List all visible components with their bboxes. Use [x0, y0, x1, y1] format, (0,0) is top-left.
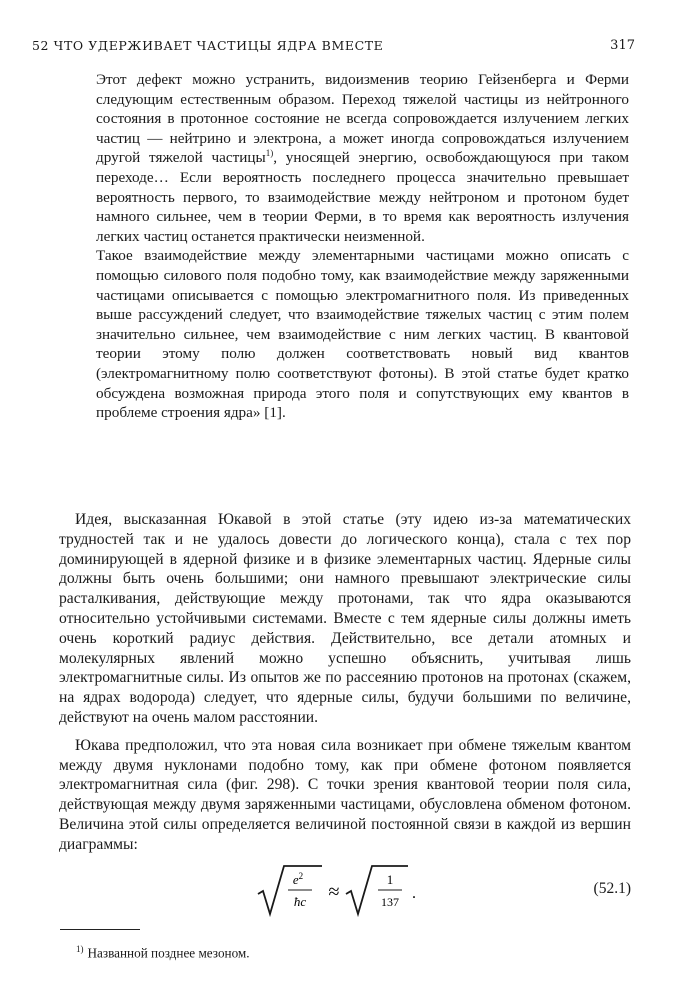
- body-paragraph-2: Юкава предположил, что эта новая сила возникает при обмене тяжелым квантом между двумя нуклонами подобно тому, как при обмене фотоном появляется электромагнитная сила (фиг. 298). С точки зрения квантовой теории поля сила, действующая между двумя заряженными частицами, обусловлена обменом фотоном. Величина этой силы определяется величиной постоянной связи в каждой из вершин диаграммы:: [59, 736, 631, 853]
- main-text: [59, 510, 631, 863]
- footnote: [76, 944, 250, 961]
- running-header: [32, 38, 635, 58]
- quote-text-b: , уносящей энергию, освобождающуюся при таком переходе… Если вероятность последнего процесса значительно превышает вероятность первого, то взаимодействие между нейтроном и протоном будет намного сильнее, чем в теории Ферми, в то время как вероятность излучения легких частиц останется практически неизменной.: [96, 149, 629, 245]
- equation-number: (52.1): [593, 880, 631, 897]
- quote-paragraph-2: Такое взаимодействие между элементарными частицами можно описать с помощью силового поля подобно тому, как взаимодействие между заряженными частицами описывается с помощью электромагнитного поля. Из приведенных выше рассуждений следует, что взаимодействие тяжелых частиц с этим полем значительно сильнее, чем взаимодействие с ним легких частиц. В квантовой теории этому полю должен соответствовать новый вид квантов (электромагнитному полю соответствуют фотоны). В этой статье будет кратко обсуждена возможная природа этого поля и сопутствующих ему квантов в проблеме строения ядра» [1].: [96, 247, 629, 422]
- numerator-2: 1: [386, 872, 394, 887]
- footnote-reference: 1): [265, 148, 274, 159]
- quote-text-a: Этот дефект можно устранить, видоизменив теорию Гейзенберга и Ферми следующим естественным образом. Переход тяжелой частицы из нейтронного состояния в протонное состояние не всегда сопровождается излучением легких частиц — нейтрино и электрона, а может иногда сопровождаться излучением другой тяжелой частицы: [96, 71, 629, 167]
- body-paragraph-1: Идея, высказанная Юкавой в этой статье (эту идею из-за математических трудностей так и не удалось довести до логического конца), стала с тех пор доминирующей в ядерной физике и в физике элементарных частиц. Ядерные силы должны быть очень большими; они намного превышают электрические силы расталкивания, действующие между протонами, так что ядра оказываются относительно устойчивыми системами. Вместе с тем ядерные силы должны иметь очень короткий радиус действия. Действительно, все детали атомных и молекулярных явлений можно успешно объяснить, учитывая лишь электромагнитные силы. Из опытов же по рассеянию протонов на протонах (скажем, на ядрах водорода) следует, что ядерные силы, будучи большими по величине, действуют на очень малом расстоянии.: [59, 511, 631, 726]
- denominator-2: 137: [381, 895, 399, 909]
- approx-sign: ≈: [328, 881, 340, 903]
- equation-52-1: [0, 862, 675, 922]
- denominator-1: ħc: [293, 894, 307, 909]
- footnote-text: Названной позднее мезоном.: [87, 945, 250, 961]
- block-quote: [96, 70, 629, 423]
- footnote-divider: [60, 929, 140, 930]
- numerator-1: $e^2$: [292, 871, 304, 887]
- equation-svg: [250, 862, 450, 922]
- chapter-title: 52 ЧТО УДЕРЖИВАЕТ ЧАСТИЦЫ ЯДРА ВМЕСТЕ: [32, 38, 384, 53]
- page-number: 317: [610, 38, 635, 53]
- quote-paragraph-1: [96, 70, 629, 246]
- equation-period: .: [412, 885, 416, 902]
- footnote-mark: 1): [76, 944, 84, 954]
